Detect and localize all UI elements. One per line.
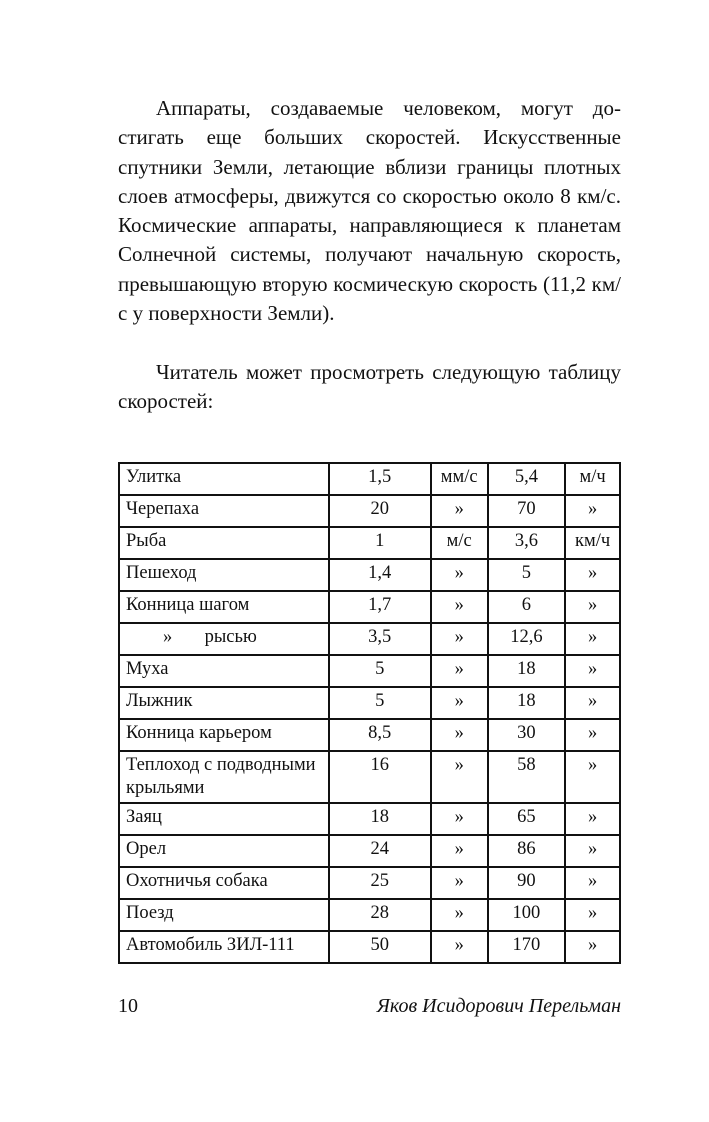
cell-object: Пешеход xyxy=(119,559,329,591)
cell-object: Поезд xyxy=(119,899,329,931)
cell-speed-2: 86 xyxy=(488,835,566,867)
cell-unit-2: » xyxy=(565,559,620,591)
cell-unit-2: » xyxy=(565,623,620,655)
table-row xyxy=(119,719,620,751)
cell-speed-2: 5,4 xyxy=(488,463,566,495)
cell-object: Конница карьером xyxy=(119,719,329,751)
cell-unit-1: » xyxy=(431,835,488,867)
cell-speed-1: 50 xyxy=(329,931,431,963)
cell-unit-1: мм/с xyxy=(431,463,488,495)
cell-unit-2: » xyxy=(565,867,620,899)
table-row xyxy=(119,687,620,719)
cell-speed-1: 16 xyxy=(329,751,431,803)
page-number: 10 xyxy=(118,995,138,1017)
cell-unit-1: » xyxy=(431,687,488,719)
cell-object: Автомобиль ЗИЛ-111 xyxy=(119,931,329,963)
cell-speed-1: 1,5 xyxy=(329,463,431,495)
table-row xyxy=(119,559,620,591)
running-author: Яков Исидорович Перельман xyxy=(376,995,621,1017)
cell-unit-2: » xyxy=(565,591,620,623)
page-footer xyxy=(118,995,621,1018)
cell-speed-2: 3,6 xyxy=(488,527,566,559)
table-row xyxy=(119,623,620,655)
cell-unit-1: м/с xyxy=(431,527,488,559)
cell-unit-2: » xyxy=(565,899,620,931)
cell-speed-1: 8,5 xyxy=(329,719,431,751)
table-row xyxy=(119,591,620,623)
cell-object: » рысью xyxy=(119,623,329,655)
cell-unit-1: » xyxy=(431,495,488,527)
cell-object: Конница шагом xyxy=(119,591,329,623)
cell-unit-1: » xyxy=(431,655,488,687)
table-row xyxy=(119,835,620,867)
cell-unit-2: » xyxy=(565,751,620,803)
table-row xyxy=(119,527,620,559)
table-row xyxy=(119,931,620,963)
paragraph-table-intro: Читатель может просмотреть следующую таблицу скоростей: xyxy=(118,360,621,414)
cell-unit-2: км/ч xyxy=(565,527,620,559)
table-row xyxy=(119,751,620,803)
cell-speed-1: 25 xyxy=(329,867,431,899)
cell-speed-2: 100 xyxy=(488,899,566,931)
cell-unit-1: » xyxy=(431,591,488,623)
cell-speed-2: 18 xyxy=(488,687,566,719)
table-row xyxy=(119,899,620,931)
cell-unit-2: » xyxy=(565,719,620,751)
cell-unit-1: » xyxy=(431,803,488,835)
cell-speed-2: 58 xyxy=(488,751,566,803)
speed-table xyxy=(118,462,621,964)
cell-speed-2: 65 xyxy=(488,803,566,835)
cell-speed-1: 3,5 xyxy=(329,623,431,655)
cell-speed-2: 170 xyxy=(488,931,566,963)
cell-unit-1: » xyxy=(431,751,488,803)
cell-speed-2: 90 xyxy=(488,867,566,899)
cell-object: Черепаха xyxy=(119,495,329,527)
cell-object: Заяц xyxy=(119,803,329,835)
cell-speed-1: 1,7 xyxy=(329,591,431,623)
cell-object: Теплоход с подводными крыльями xyxy=(119,751,329,803)
cell-unit-2: м/ч xyxy=(565,463,620,495)
cell-speed-2: 30 xyxy=(488,719,566,751)
cell-unit-2: » xyxy=(565,495,620,527)
paragraph-spacecraft-speeds: Аппараты, создаваемые человеком, могут достигать еще больших скоростей. Искусственные спутники Земли, летающие вблизи границы плотных слоев атмосферы, движутся со скоростью около 8 км/с. Космические аппараты, направляющиеся к планетам Солнечной системы, получают начальную скорость, превышающую вторую космическую скорость (11,2 км/с у поверхности Земли). xyxy=(118,96,621,326)
cell-object: Орел xyxy=(119,835,329,867)
cell-speed-1: 1,4 xyxy=(329,559,431,591)
cell-unit-1: » xyxy=(431,559,488,591)
cell-speed-2: 12,6 xyxy=(488,623,566,655)
cell-speed-1: 18 xyxy=(329,803,431,835)
table-row xyxy=(119,463,620,495)
cell-speed-1: 20 xyxy=(329,495,431,527)
cell-unit-1: » xyxy=(431,867,488,899)
cell-unit-1: » xyxy=(431,899,488,931)
cell-object: Улитка xyxy=(119,463,329,495)
cell-speed-1: 28 xyxy=(329,899,431,931)
cell-speed-2: 18 xyxy=(488,655,566,687)
cell-unit-2: » xyxy=(565,931,620,963)
cell-unit-2: » xyxy=(565,803,620,835)
cell-speed-1: 5 xyxy=(329,655,431,687)
cell-unit-1: » xyxy=(431,719,488,751)
cell-speed-2: 6 xyxy=(488,591,566,623)
body-text xyxy=(118,94,621,328)
cell-object: Охотничья собака xyxy=(119,867,329,899)
table-row xyxy=(119,655,620,687)
cell-object: Муха xyxy=(119,655,329,687)
cell-unit-2: » xyxy=(565,655,620,687)
cell-object: Рыба xyxy=(119,527,329,559)
cell-object: Лыжник xyxy=(119,687,329,719)
cell-unit-2: » xyxy=(565,687,620,719)
cell-speed-1: 1 xyxy=(329,527,431,559)
cell-speed-2: 70 xyxy=(488,495,566,527)
cell-speed-2: 5 xyxy=(488,559,566,591)
cell-unit-1: » xyxy=(431,623,488,655)
cell-unit-2: » xyxy=(565,835,620,867)
cell-speed-1: 24 xyxy=(329,835,431,867)
table-row xyxy=(119,867,620,899)
cell-speed-1: 5 xyxy=(329,687,431,719)
table-row xyxy=(119,495,620,527)
table-row xyxy=(119,803,620,835)
cell-unit-1: » xyxy=(431,931,488,963)
body-text-intro xyxy=(118,358,621,417)
